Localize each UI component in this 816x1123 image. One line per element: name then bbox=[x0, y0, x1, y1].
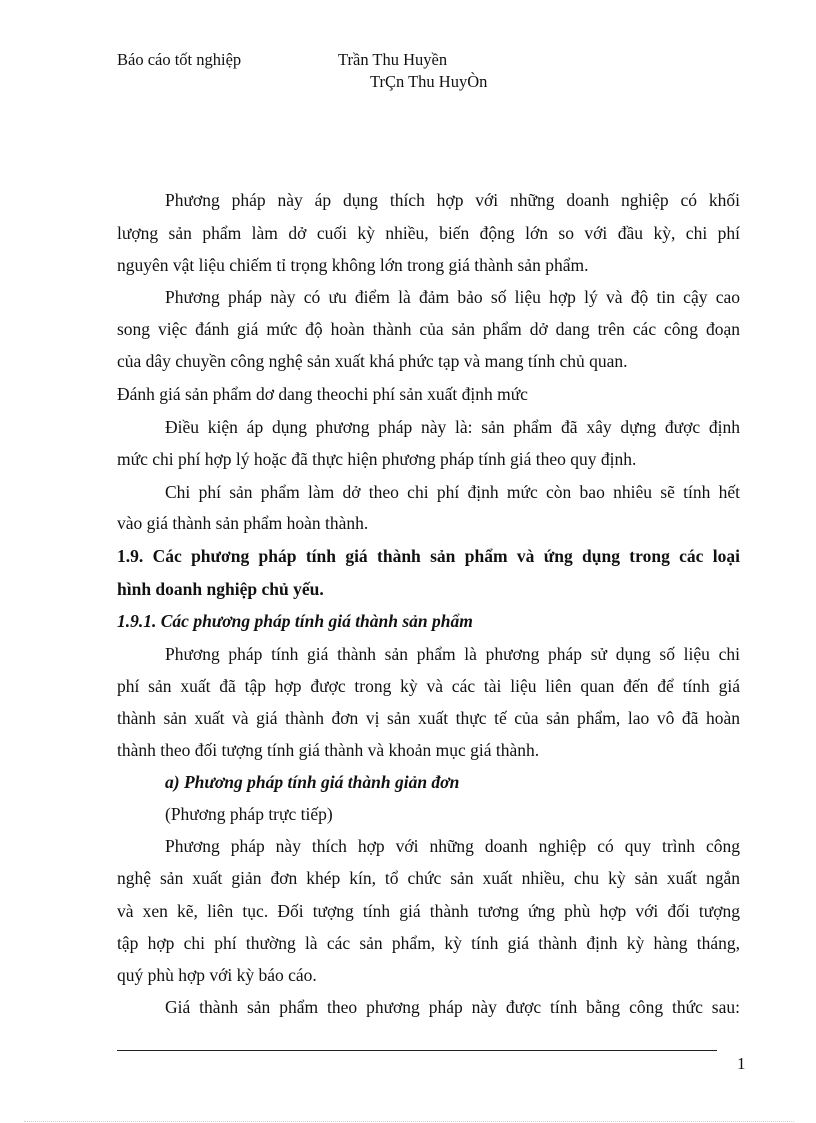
header-author-garbled: TrÇn Thu HuyÒn bbox=[370, 72, 488, 91]
page-number: 1 bbox=[737, 1054, 746, 1073]
body-line: song việc đánh giá mức độ hoàn thành của sản phẩm dở dang trên các công đoạn bbox=[117, 319, 740, 339]
body-line: vào giá thành sản phẩm hoàn thành. bbox=[117, 513, 369, 533]
body-line: Phương pháp này thích hợp với những doanh nghiệp có quy trình công bbox=[165, 836, 740, 856]
header-author: Trần Thu Huyền bbox=[338, 50, 448, 69]
body-line: Phương pháp này có ưu điểm là đảm bảo số liệu hợp lý và độ tin cậy cao bbox=[165, 287, 740, 307]
body-line: mức chi phí hợp lý hoặc đã thực hiện phương pháp tính giá theo quy định. bbox=[117, 449, 637, 469]
body-line: thành theo đối tượng tính giá thành và khoản mục giá thành. bbox=[117, 740, 540, 760]
body-line: Phương pháp tính giá thành sản phẩm là phương pháp sử dụng số liệu chi bbox=[165, 644, 740, 664]
section-heading-1-9: 1.9. Các phương pháp tính giá thành sản phẩm và ứng dụng trong các loại bbox=[117, 546, 740, 566]
body-line: tập hợp chi phí thường là các sản phẩm, kỳ tính giá thành định kỳ hàng tháng, bbox=[117, 933, 740, 953]
header-left: Báo cáo tốt nghiệp bbox=[117, 50, 242, 69]
body-line: thành sản xuất và giá thành đơn vị sản xuất thực tế của sản phẩm, lao vô đã hoàn bbox=[117, 708, 740, 728]
body-line: Chi phí sản phẩm làm dở theo chi phí định mức còn bao nhiêu sẽ tính hết bbox=[165, 482, 740, 502]
body-line: Đánh giá sản phẩm dơ dang theochi phí sản xuất định mức bbox=[117, 384, 528, 404]
body-line: và xen kẽ, liên tục. Đối tượng tính giá thành tương ứng phù hợp với đối tượng bbox=[117, 901, 740, 921]
subsection-heading-1-9-1: 1.9.1. Các phương pháp tính giá thành sản phẩm bbox=[117, 611, 473, 631]
heading-a-simple-method: a) Phương pháp tính giá thành giản đơn bbox=[165, 772, 460, 792]
body-line: (Phương pháp trực tiếp) bbox=[165, 804, 333, 824]
body-line: Phương pháp này áp dụng thích hợp với những doanh nghiệp có khối bbox=[165, 190, 740, 210]
body-line: của dây chuyền công nghệ sản xuất khá phức tạp và mang tính chủ quan. bbox=[117, 351, 628, 371]
body-line: lượng sản phẩm làm dở cuối kỳ nhiều, biến động lớn so với đầu kỳ, chi phí bbox=[117, 223, 740, 243]
body-line: Giá thành sản phẩm theo phương pháp này được tính bằng công thức sau: bbox=[165, 997, 740, 1017]
body-line: nghệ sản xuất giản đơn khép kín, tổ chức sản xuất nhiều, chu kỳ sản xuất ngắn bbox=[117, 868, 740, 888]
body-line: quý phù hợp với kỳ báo cáo. bbox=[117, 965, 317, 985]
body-line: Điều kiện áp dụng phương pháp này là: sản phẩm đã xây dựng được định bbox=[165, 417, 740, 437]
body-line: nguyên vật liệu chiếm tỉ trọng không lớn trong giá thành sản phẩm. bbox=[117, 255, 589, 275]
section-heading-1-9: hình doanh nghiệp chủ yếu. bbox=[117, 579, 324, 599]
page-bottom-edge bbox=[24, 1121, 794, 1122]
body-line: phí sản xuất đã tập hợp được trong kỳ và các tài liệu liên quan đến để tính giá bbox=[117, 676, 740, 696]
footer-rule bbox=[117, 1050, 717, 1051]
